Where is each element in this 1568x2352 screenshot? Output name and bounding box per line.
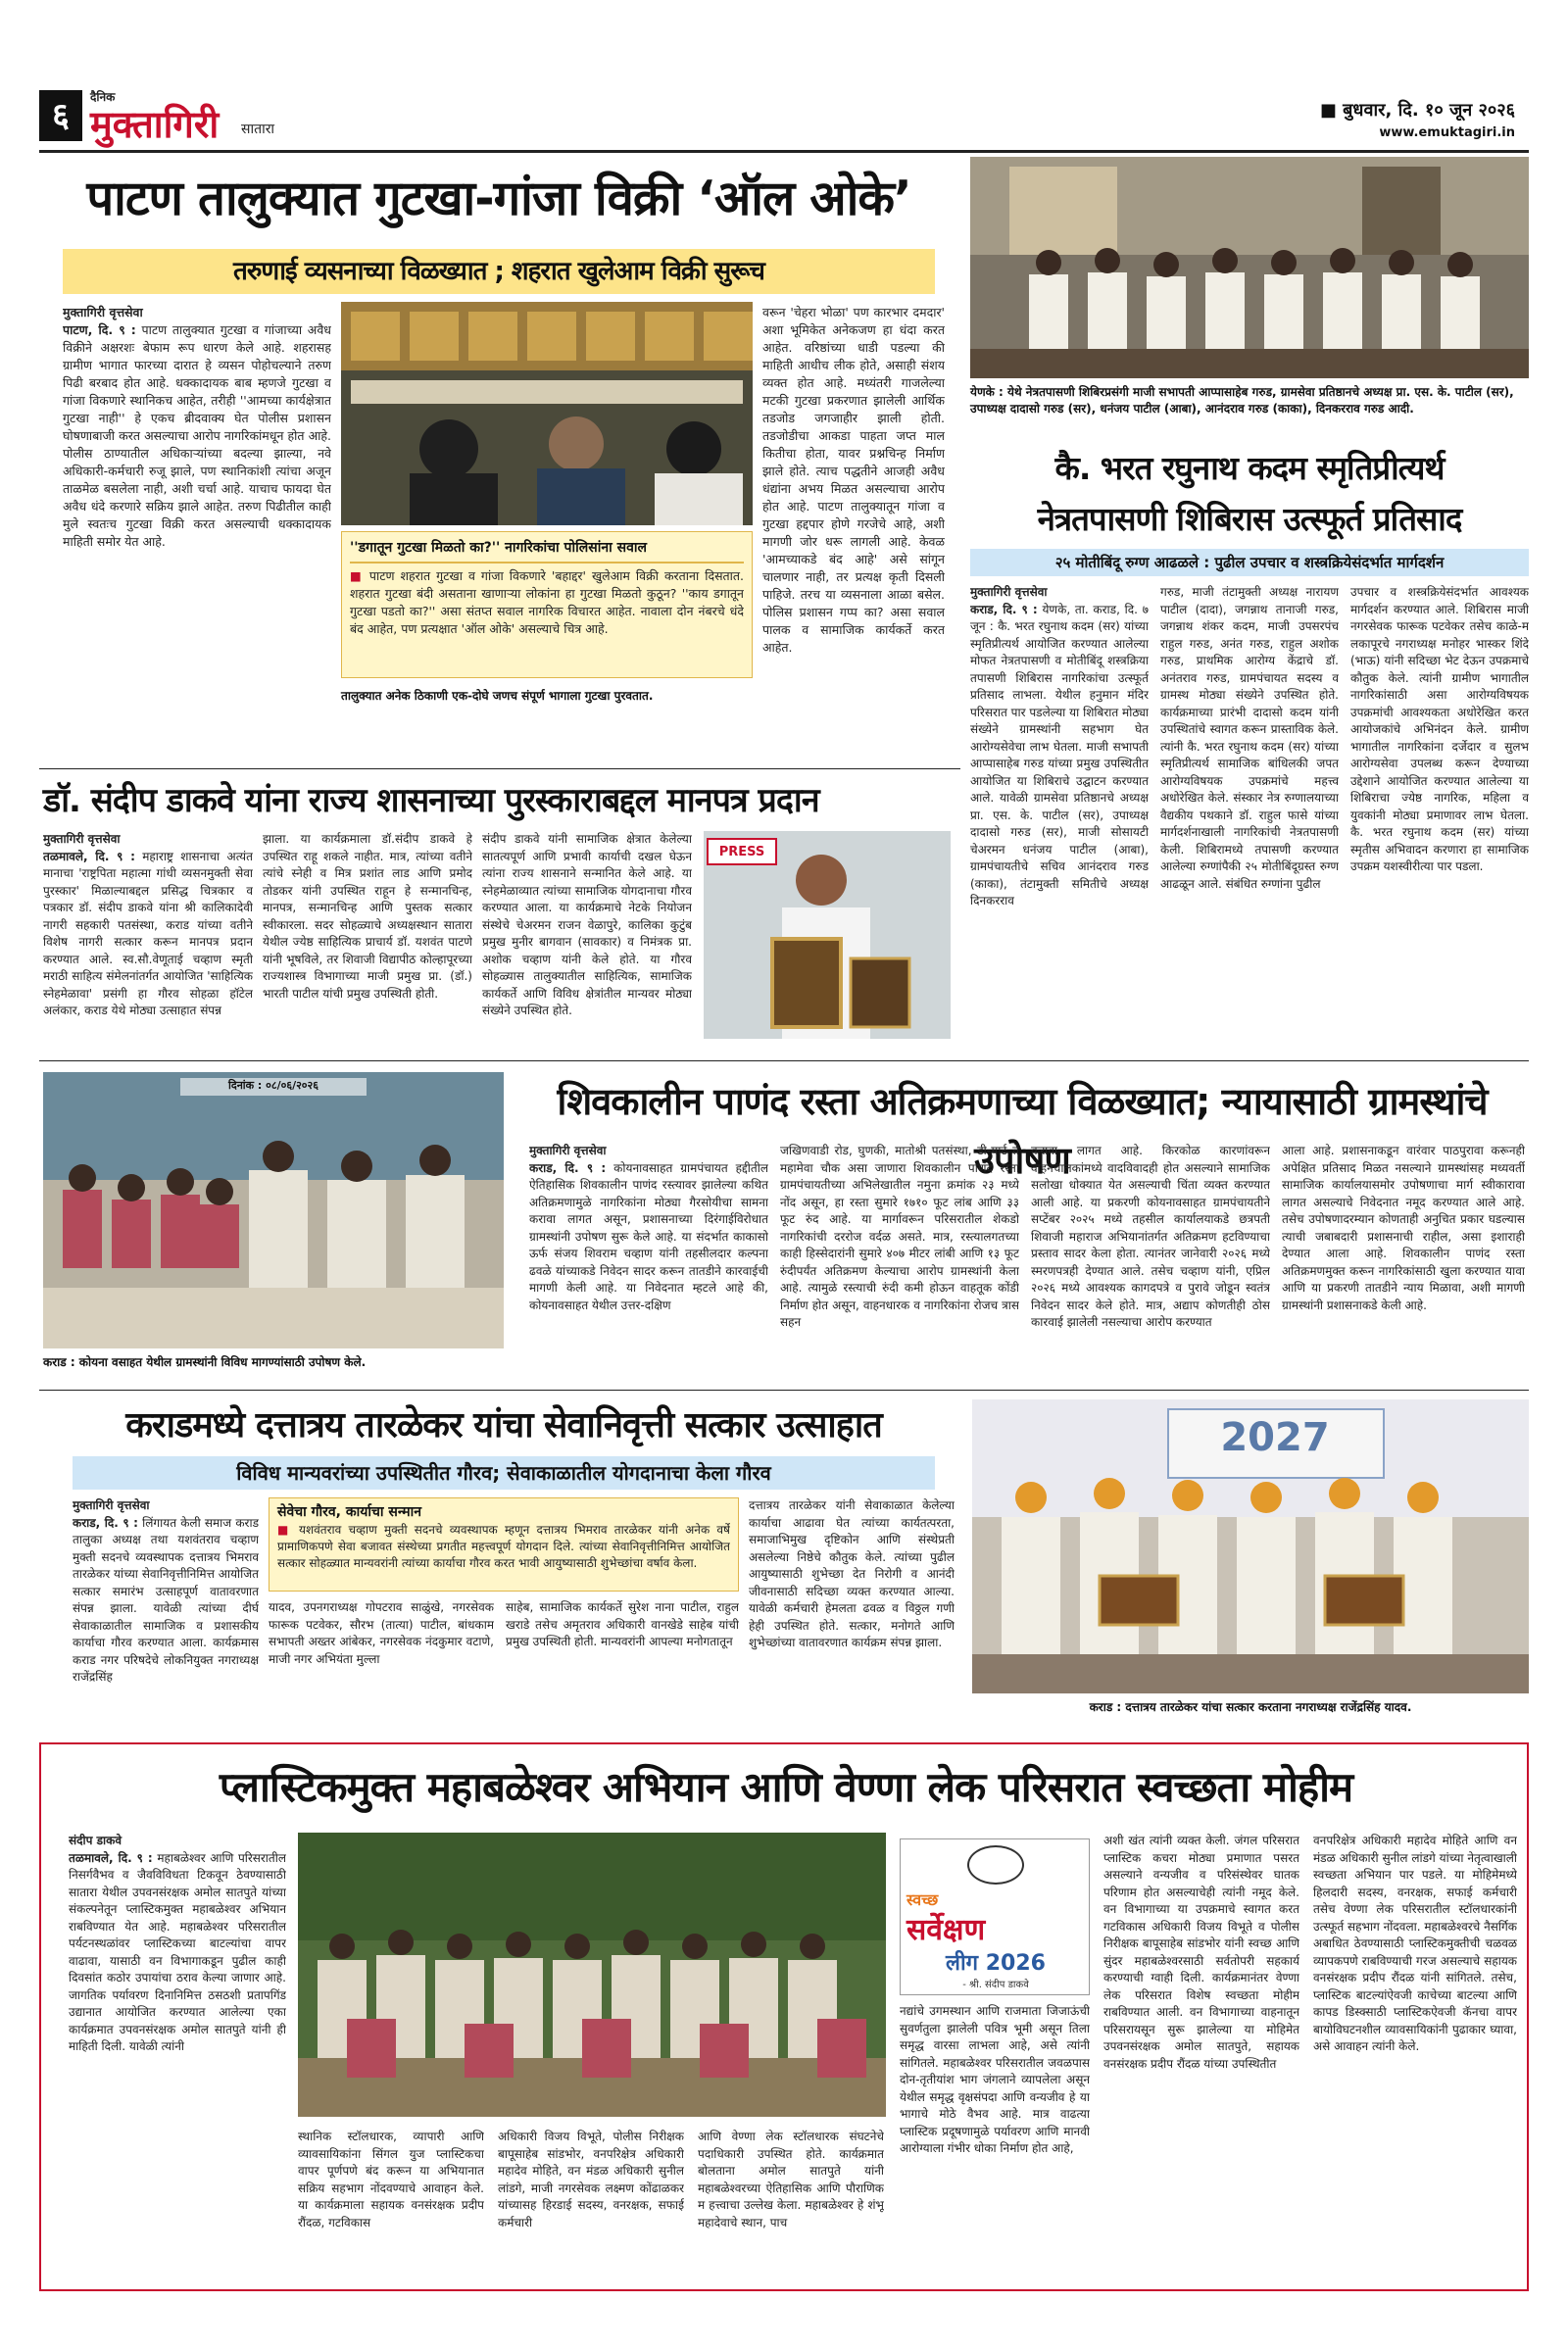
- photo-cleanup-group: [298, 1833, 886, 2117]
- pullquote-box: [269, 1497, 739, 1592]
- press-label: PRESS: [718, 845, 765, 859]
- photo-caption: येणके : येथे नेत्रतपासणी शिबिरप्रसंगी माजी सभापती आप्पासाहेब गरुड, ग्रामसेवा प्रतिष्ठानचे अध्यक्ष प्रा. एस. के. पाटील (सर), उपाध्यक्ष दादासो गरुड (सर), धनंजय पाटील (आबा), आनंदराव गरुड (काका), दिनकरराव गरुड आदी.: [970, 385, 1514, 416]
- square-bullet-icon: ■: [350, 568, 369, 583]
- square-bullet-icon: ■: [277, 1523, 299, 1537]
- dateline: कराड, दि. ९ :: [73, 1515, 138, 1530]
- logo-sub-text: लीग 2026: [946, 1951, 1046, 1976]
- column-1: [73, 1497, 259, 1721]
- body-text: कोयनावसाहत ग्रामपंचायत हद्दीतील ऐतिहासिक शिवकालीन पाणंद रस्त्यावर झालेल्या कथित अतिक्रमणामुळे नागरिकांना मोठ्या गैरसोयीचा सामना करावा लागत असून, प्रशासनाच्या दिरंगाईविरोधात ग्रामस्थांनी उपोषण सुरू केले आहे. या संदर्भात काकासो ऊर्फ संजय शिवराम चव्हाण यांनी तहसीलदार कल्पना ढवळे यांच्याकडे निवेदन सादर करून तातडीने कारवाईची मागणी केली आहे. या निवेदनात म्हटले आहे की, कोयनावसाहत येथील उत्तर-दक्षिण: [529, 1160, 768, 1312]
- logo-top-text: स्वच्छ: [906, 1890, 939, 1909]
- divider: [39, 768, 960, 769]
- column-1: [970, 584, 1149, 1035]
- story-road-encroachment: [43, 1072, 1529, 1382]
- story-plastic-free: [39, 1742, 1529, 2291]
- subheadline: विविध मान्यवरांच्या उपस्थितीत गौरव; सेवाकाळातील योगदानाचा केला गौरव: [236, 1461, 771, 1485]
- subheadline-band: [73, 1456, 935, 1490]
- logo-prefix: दैनिक: [90, 90, 116, 104]
- headline: डॉ. संदीप डाकवे यांना राज्य शासनाच्या पुरस्काराबद्दल मानपत्र प्रदान: [43, 781, 819, 820]
- headline-line-2: नेत्रतपासणी शिबिरास उत्स्फूर्त प्रतिसाद: [1037, 500, 1462, 538]
- column-4: आणि वेण्णा लेक स्टॉलधारक संघटनेचे पदाधिकारी उपस्थित होते. कार्यक्रमात बोलताना अमोल सातपुते यांनी महाबळेश्वरच्या ऐतिहासिक आणि पौराणिक म हत्त्वाचा उल्लेख केला. महाबळेश्वर हे शंभू महादेवाचे स्थान, पाच: [698, 2130, 884, 2230]
- pullquote-body: पाटण शहरात गुटखा व गांजा विकणारे 'बहाद्दर' खुलेआम विक्री करताना दिसतात. शहरात गुटखा बंदी असताना खाणाऱ्या लोकांना हा गुटखा मिळतो कुठून? ''काय डगातून गुटखा पडतो का?'' असा संतप्त सवाल नागरिक विचारत आहेत. नावाला दोन नंबरचे धंदे बंद आहेत, पण प्रत्यक्षात 'ऑल ओके' असल्याचे चित्र आहे.: [350, 568, 744, 636]
- column-7: वनपरिक्षेत्र अधिकारी महादेव मोहिते आणि वन मंडळ अधिकारी सुनील लांडगे यांच्या नेतृत्वाखाली स्वच्छता अभियान पार पडले. या मोहिमेमध्ये हिलदारी सदस्य, वनरक्षक, सफाई कर्मचारी तसेच वेण्णा लेक परिसरातील स्टॉलधारकांनी उत्स्फूर्त सहभाग नोंदवला. महाबळेश्वरचे नैसर्गिक अबाधित ठेवण्यासाठी प्लास्टिकमुक्तीची चळवळ व्यापकपणे राबविण्याची गरज असल्याचे सहायक वनसंरक्षक प्रदीप रौंदळ यांनी सांगितले. तसेच, प्लास्टिक बाटल्यांऐवजी काचेच्या बाटल्या आणि कापड डिस्क्साठी प्लास्टिकऐवजी कॅनचा वापर बायोविघटनशील व्यावसायिकांनी पुढाकार घ्यावा, असे आवाहन त्यांनी केले.: [1313, 1834, 1517, 2053]
- photo-hunger-strike: [43, 1072, 504, 1348]
- dateline: तळमावले, दि. ९ :: [69, 1850, 153, 1865]
- column-1: [69, 1833, 286, 2283]
- body-text: येणके, ता. कराड, दि. ७ जून : कै. भरत रघुनाथ कदम (सर) यांच्या स्मृतिप्रीत्यर्थ आयोजित करण्यात आलेल्या मोफत नेत्रतपासणी व मोतीबिंदू शस्त्रक्रिया तपासणी शिबिरास नागरिकांचा उत्स्फूर्त प्रतिसाद लाभला. येथील हनुमान मंदिर परिसरात पार पडलेल्या या शिबिरात मोठ्या संख्येने ग्रामस्थांनी सहभाग घेत आरोग्यसेवेचा लाभ घेतला. माजी सभापती आप्पासाहेब गरुड यांच्या प्रमुख उपस्थितीत आयोजित या शिबिराचे उद्घाटन करण्यात आले. यावेळी ग्रामसेवा प्रतिष्ठानचे अध्यक्ष प्रा. एस. के. पाटील (सर), उपाध्यक्ष दादासो गरुड (सर), माजी सोसायटी चेअरमन धनंजय पाटील (आबा), ग्रामपंचायतीचे सचिव आनंदराव गरुड (काका), तंटामुक्ती समितीचे अध्यक्ष दिनकरराव: [970, 602, 1149, 907]
- pullquote-title: ''डगातून गुटखा मिळतो का?'' नागरिकांचा पोलिसांना सवाल: [350, 540, 647, 556]
- headline: शिवकालीन पाणंद रस्ता अतिक्रमणाच्या विळख्यात; न्यायासाठी ग्रामस्थांचे उपोषण: [557, 1080, 1488, 1182]
- issue-date: ■ बुधवार, दि. १० जून २०२६: [1319, 100, 1515, 121]
- headline: प्लास्टिकमुक्त महाबळेश्वर अभियान आणि वेण्णा लेक परिसरात स्वच्छता मोहीम: [219, 1763, 1353, 1811]
- byline: संदीप डाकवे: [69, 1834, 122, 1847]
- dateline: कराड, दि. ९ :: [970, 602, 1038, 616]
- story-retirement: [43, 1399, 1529, 1725]
- photo-felicitation: [972, 1399, 1529, 1693]
- subheadline: २५ मोतीबिंदू रुग्ण आढळले : पुढील उपचार व शस्त्रक्रियेसंदर्भात मार्गदर्शन: [1054, 554, 1445, 571]
- body-text: महाराष्ट्र शासनाचा अत्यंत मानाचा 'राष्ट्रपिता महात्मा गांधी व्यसनमुक्ती सेवा पुरस्कार' मिळाल्याबद्दल प्रसिद्ध चित्रकार व पत्रकार डॉ. संदीप डाकवे यांना श्री कालिकादेवी नागरी सहकारी पतसंस्था, कराड यांच्या वतीने विशेष नागरी सत्कार करून मानपत्र प्रदान करण्यात आले. स्व.सौ.वेणूताई चव्हाण स्मृती मराठी साहित्य संमेलनांतर्गत आयोजित 'साहित्यिक स्नेहमेळावा' प्रसंगी हा गौरव सोहळा हॉटेल अलंकार, कराड येथे मोठ्या उत्साहात संपन्न: [43, 849, 253, 1017]
- swachh-survekshan-logo: [900, 1838, 1090, 1995]
- byline: मुक्तागिरी वृत्तसेवा: [73, 1498, 150, 1512]
- gandhi-glasses-icon: [967, 1845, 1024, 1885]
- column-3: अधिकारी विजय विभूते, पोलीस निरीक्षक बापूसाहेब सांडभोर, वनपरिक्षेत्र अधिकारी महादेव मोहिते, वन मंडळ अधिकारी सुनील लांडगे, माजी नगरसेवक लक्ष्मण कोंढाळकर यांच्यासह हिरडाई सदस्य, वनरक्षक, सफाई कर्मचारी: [498, 2130, 684, 2230]
- column-2: गरुड, माजी तंटामुक्ती अध्यक्ष नारायण पाटील (दादा), जगन्नाथ तानाजी गरुड, जगन्नाथ शंकर कदम, माजी उपसरपंच राहुल गरुड, अनंत गरुड, राहुल अशोक गरुड, प्राथमिक आरोग्य केंद्राचे डॉ. अनंतराव गरुड, ग्रामपंचायत सदस्य व ग्रामस्थ मोठ्या संख्येने उपस्थित होते. कार्यक्रमाच्या प्रारंभी दादासो कदम यांनी उपस्थितांचे स्वागत करून प्रास्ताविक केले. त्यांनी कै. भरत रघुनाथ कदम (सर) यांच्या स्मृतिप्रीत्यर्थ सामाजिक बांधिलकी जपत आरोग्यविषयक उपक्रमांचे महत्त्व अधोरेखित केले. संस्कार नेत्र रुग्णालयाच्या वैद्यकीय पथकाने डॉ. राहुल फासे यांच्या मार्गदर्शनाखाली नागरिकांची नेत्रतपासणी केली. शिबिरामध्ये तपासणी करण्यात आलेल्या रुग्णांपैकी २५ मोतीबिंदूग्रस्त रुग्ण आढळून आले. संबंधित रुग्णांना पुढील: [1160, 585, 1339, 891]
- column-3: वरून 'चेहरा भोळा' पण कारभार दमदार' अशा भूमिकेत अनेकजण हा धंदा करत आहेत. वरिष्ठांच्या धाडी पडल्या की माहिती आधीच लीक होते, असाही संशय व्यक्त होत आहे. मध्यंतरी गाजलेल्या मटकी गुटखा प्रकरणात झालेली आर्थिक तडजोड जगजाहीर झाली होती. तडजोडीचा आकडा पाहता जप्त माल कितीचा होता, यावर प्रश्नचिन्ह निर्माण झाले होते. त्याच पद्धतीने आजही अवैध धंद्यांना अभय मिळत असल्याचा आरोप होत आहे. पाटण तालुक्यातून गांजा व गुटखा हद्दपार होणे गरजेचे आहे, अशी मागणी जोर धरू लागली आहे. केवळ 'आमच्याकडे बंद आहे' असे सांगून चालणार नाही, तर प्रत्यक्ष कृती दिसली पाहिजे. तरच या व्यसनाला आळा बसेल. पोलिस प्रशासन गप्प का? असा सवाल पालक व सामाजिक कार्यकर्ते करत आहेत.: [762, 305, 945, 655]
- column-2: यादव, उपनगराध्यक्ष गोपटराव साळुंखे, नगरसेवक फारूक पटवेकर, सौरभ (तात्या) पाटील, बांधकाम सभापती अख्तर आंबेकर, नगरसेवक नंदकुमार वटाणे, माजी नगर अभियंता मुल्ला: [269, 1600, 494, 1666]
- column-1: [43, 831, 253, 1047]
- story-gutkha: [43, 165, 955, 764]
- column-6: अशी खंत त्यांनी व्यक्त केली. जंगल परिसरात प्लास्टिक कचरा मोठ्या प्रमाणात पसरत असल्याने वन्यजीव व परिसंस्थेवर घातक परिणाम होत असल्याचेही त्यांनी नमूद केले. वन विभागाच्या या उपक्रमाचे स्वागत करत गटविकास अधिकारी विजय विभूते व पोलीस निरीक्षक बापूसाहेब सांडभोर यांनी स्वच्छ आणि सुंदर महाबळेश्वरसाठी सर्वतोपरी सहकार्य करण्याची ग्वाही दिली. कार्यक्रमानंतर वेण्णा लेक परिसरात विशेष स्वच्छता मोहीम राबविण्यात आली. वन विभागाच्या वाहनातून परिसरायसून सुरू झालेल्या या मोहिमेत उपवनसंरक्षक अमोल सातपुते, सहायक वनसंरक्षक प्रदीप रौंदळ यांच्या उपस्थितीत: [1103, 1834, 1299, 2071]
- photo-caption: तालुक्यात अनेक ठिकाणी एक-दोघे जणच संपूर्ण भागाला गुटखा पुरवतात.: [341, 689, 654, 703]
- pullquote-body: यशवंतराव चव्हाण मुक्ती सदनचे व्यवस्थापक म्हणून दत्तात्रय भिमराव तारळेकर यांनी अनेक वर्षे प्रामाणिकपणे सेवा बजावत संस्थेच्या प्रगतीत महत्त्वपूर्ण योगदान दिले. त्यांच्या सेवानिवृत्तीनिमित्त आयोजित सत्कार सोहळ्यात मान्यवरांनी त्यांच्या कार्याचा गौरव करत भावी आयुष्यासाठी शुभेच्छांचा वर्षाव केला.: [277, 1523, 730, 1570]
- column-2: झाला. या कार्यक्रमाला डॉ.संदीप डाकवे हे उपस्थित राहू शकले नाहीत. मात्र, त्यांच्या वतीने त्यांचे स्नेही व मित्र प्रशांत लाड आणि प्रमोद तोडकर यांनी उपस्थित राहून हे सन्मानचिन्ह, मानपत्र, सन्मानचिन्ह आणि पुस्तक सत्कार स्वीकारला. सदर सोहळ्याचे अध्यक्षस्थान सातारा येथील ज्येष्ठ साहित्यिक प्राचार्य डॉ. यशवंत पाटणे यांनी भूषविले, तर शिवाजी विद्यापीठ कोल्हापूरच्या राज्यशास्त्र विभागाच्या माजी प्रमुख प्रा. (डॉ.) भारती पाटील यांची प्रमुख उपस्थिती होती.: [263, 832, 472, 1001]
- dateline: कराड, दि. ९ :: [529, 1160, 607, 1175]
- column-1: [529, 1143, 768, 1378]
- column-4: आला आहे. प्रशासनाकडून वारंवार पाठपुरावा करूनही अपेक्षित प्रतिसाद मिळत नसल्याने ग्रामस्थांसह मध्यवर्ती सामाजिक कार्यालयासमोर उपोषणाचा मार्ग स्वीकारावा लागत असल्याचे निवेदनात नमूद करण्यात आले आहे. तसेच उपोषणादरम्यान कोणताही अनुचित प्रकार घडल्यास त्याची जबाबदारी प्रशासनाची राहील, असा इशाराही देण्यात आला आहे. शिवकालीन पाणंद रस्ता अतिक्रमणमुक्त करून नागरिकांसाठी खुला करण्यात यावा आणि या प्रकरणी तातडीने न्याय मिळावा, अशी मागणी ग्रामस्थांनी प्रशासनाकडे केली आहे.: [1282, 1144, 1525, 1312]
- divider: [39, 1060, 1529, 1061]
- dateline: तळमावले, दि. ९ :: [43, 849, 135, 863]
- column-3: करावा लागत आहे. किरकोळ कारणांवरून वाहनचालकांमध्ये वादविवादही होत असल्याने सामाजिक सलोखा धोक्यात येत असल्याची चिंता व्यक्त करण्यात आली आहे. या प्रकरणी कोयनावसाहत ग्रामपंचायतीने सप्टेंबर २०२५ मध्ये तहसील कार्यालयाकडे छत्रपती शिवाजी महाराज अभियानांतर्गत अतिक्रमण हटविण्याचा प्रस्ताव सादर केला होता. त्यानंतर जानेवारी २०२६ मध्ये स्मरणपत्रही देण्यात आले. तसेच चव्हाण यांनी, एप्रिल २०२६ मध्ये आवश्यक कागदपत्रे व पुरावे जोडून स्वतंत्र निवेदन सादर केले होते. मात्र, अद्याप कोणतीही ठोस कारवाई झालेली नसल्याचा आरोप करण्यात: [1031, 1144, 1270, 1329]
- divider: [39, 1390, 1529, 1391]
- page-number: ६: [39, 90, 82, 141]
- logo-credit: - श्री. संदीप डाकवे: [962, 1980, 1029, 1990]
- story-eye-camp: [970, 157, 1529, 1039]
- pullquote-box: [341, 531, 753, 678]
- pullquote-text: [277, 1522, 730, 1572]
- logo-city: सातारा: [241, 122, 275, 137]
- photo-caption: कराड : कोयना वसाहत येथील ग्रामस्थांनी विविध मागण्यांसाठी उपोषण केले.: [43, 1355, 367, 1369]
- byline: मुक्तागिरी वृत्तसेवा: [43, 832, 121, 846]
- pullquote-text: [350, 567, 744, 638]
- dateline: पाटण, दि. ९ :: [63, 322, 136, 337]
- headline-line-1: कै. भरत रघुनाथ कदम स्मृतिप्रीत्यर्थ: [1054, 449, 1445, 487]
- byline: मुक्तागिरी वृत्तसेवा: [63, 305, 143, 319]
- website-link[interactable]: www.emuktagiri.in: [1379, 125, 1515, 140]
- column-4: दत्तात्रय तारळेकर यांनी सेवाकाळात केलेल्या कार्याचा आढावा घेत त्यांच्या कार्यतत्परता, समाजाभिमुख दृष्टिकोन आणि संस्थेप्रती असलेल्या निष्ठेचे कौतुक केले. त्यांच्या पुढील आयुष्यासाठी शुभेच्छा देत निरोगी व आनंदी जीवनासाठी सदिच्छा व्यक्त करण्यात आल्या. यावेळी कर्मचारी हेमलता ढवळ व विठ्ठल गणी हेही उपस्थित होते. सत्कार, मनोगते आणि शुभेच्छांच्या वातावरणात कार्यक्रम संपन्न झाला.: [749, 1498, 955, 1649]
- column-2: स्थानिक स्टॉलधारक, व्यापारी आणि व्यावसायिकांना सिंगल युज प्लास्टिकचा वापर पूर्णपणे बंद करून या अभियानात सक्रिय सहभाग नोंदवण्याचे आवाहन केले. या कार्यक्रमाला सहायक वनसंरक्षक प्रदीप रौंदळ, गटविकास: [298, 2130, 484, 2230]
- column-1: [63, 304, 331, 755]
- byline: मुक्तागिरी वृत्तसेवा: [970, 585, 1048, 599]
- column-3: साहेब, सामाजिक कार्यकर्ते सुरेश नाना पाटील, राहुल खराडे तसेच अमृतराव अधिकारी वानखेडे साहेब यांची प्रमुख उपस्थिती होती. मान्यवरांनी आपल्या मनोगतातून: [506, 1600, 739, 1648]
- subheadline-band: [63, 249, 935, 294]
- body-text: लिंगायत केली समाज कराड तालुका अध्यक्ष तथा यशवंतराव चव्हाण मुक्ती सदनचे व्यवस्थापक दत्तात्रय भिमराव तारळेकर यांच्या सेवानिवृत्तीनिमित्त आयोजित सत्कार समारंभ उत्साहपूर्ण वातावरणात संपन्न झाला. यावेळी त्यांच्या दीर्घ सेवाकाळातील सामाजिक व प्रशासकीय कार्याचा गौरव करण्यात आला. कार्यक्रमास कराड नगर परिषदेचे लोकनियुक्त नगराध्यक्ष राजेंद्रसिंह: [73, 1515, 259, 1684]
- photo-caption: कराड : दत्तात्रय तारळेकर यांचा सत्कार करताना नगराध्यक्ष राजेंद्रसिंह यादव.: [1089, 1700, 1412, 1714]
- column-3: उपचार व शस्त्रक्रियेसंदर्भात आवश्यक मार्गदर्शन करण्यात आले. शिबिरास माजी नगरसेवक फारूक पटवेकर तसेच काळे-म लकापूरचे नगराध्यक्ष मनोहर भास्कर शिंदे (भाऊ) यांनी सदिच्छा भेट देऊन उपक्रमाचे कौतुक केले. त्यांनी ग्रामीण भागातील नागरिकांसाठी असा आरोग्यविषयक उपक्रमांची आवश्यकता अधोरेखित करत आयोजकांचे अभिनंदन केले. ग्रामीण भागातील नागरिकांना दर्जेदार व सुलभ आरोग्यसेवा उपलब्ध करून देण्याच्या उद्देशाने आयोजित करण्यात आलेल्या या शिबिराचा ज्येष्ठ नागरिक, महिला व युवकांनी मोठ्या प्रमाणावर लाभ घेतला. कै. भरत रघुनाथ कदम (सर) यांच्या स्मृतीस अभिवादन करणारा हा सामाजिक उपक्रम यशस्वीरीत्या पार पडला.: [1350, 585, 1529, 873]
- masthead: [39, 86, 1529, 153]
- column-2: जखिणवाडी रोड, घुणकी, मातोश्री पतसंस्था, डी-मार्ट ते महामेवा चौक असा जाणारा शिवकालीन पाणंद रस्ता ग्रामपंचायतीच्या अभिलेखातील नमुना क्रमांक २३ मध्ये नोंद असून, हा रस्ता सुमारे १७१० फूट लांब आणि ३३ फूट रुंद आहे. या मार्गावरून परिसरातील शेकडो नागरिकांची दररोज वर्दळ असते. मात्र, रस्त्यालगतच्या काही हिस्सेदारांनी सुमारे ४०७ मीटर लांबी आणि १३ फूट रुंदीपर्यंत अतिक्रमण केल्याचा आरोप ग्रामस्थांनी केला आहे. त्यामुळे रस्त्याची रुंदी कमी होऊन वाहतूक कोंडी निर्माण होत असून, वाहनधारक व नागरिकांना रोजच त्रास सहन: [780, 1144, 1019, 1329]
- body-text: महाबळेश्वर आणि परिसरातील निसर्गवैभव व जैवविविधता टिकवून ठेवण्यासाठी सातारा येथील उपवनसंरक्षक अमोल सातपुते यांच्या संकल्पनेतून प्लास्टिकमुक्त महाबळेश्वर अभियान राबविण्यात येत आहे. महाबळेश्वर परिसरातील पर्यटनस्थळांवर प्लास्टिकच्या बाटल्यांचा वापर वाढावा, यासाठी वन विभागाकडून पुढील काही दिवसांत कठोर उपायांचा ठराव केल्या जाणार आहे. जागतिक पर्यावरण दिनानिमित्त ठसठशी प्रतापगिंड उद्यानात आयोजित करण्यात आलेल्या एका कार्यक्रमात उपवनसंरक्षक अमोल सातपुते यांनी ही माहिती दिली. यावेळी त्यांनी: [69, 1850, 286, 2053]
- banner-year: 2027: [1220, 1415, 1330, 1460]
- photo-award-holder: [704, 831, 951, 1039]
- photo-eye-camp-group: [970, 157, 1529, 378]
- byline: मुक्तागिरी वृत्तसेवा: [529, 1144, 607, 1157]
- column-5: नद्यांचे उगमस्थान आणि राजमाता जिजाऊंची सुवर्णतुला झालेली पवित्र भूमी असून तिला समृद्ध वारसा लाभला आहे, असे त्यांनी सांगितले. महाबळेश्वर परिसरातील जवळपास दोन-तृतीयांश भाग जंगलाने व्यापलेला असून येथील समृद्ध वृक्षसंपदा आणि वन्यजीव हे या भागाचे मोठे वैभव आहे. मात्र वाढत्या प्लास्टिक प्रदूषणामुळे पर्यावरण आणि मानवी आरोग्याला गंभीर धोका निर्माण होत आहे,: [900, 2004, 1090, 2155]
- logo-main-text: सर्वेक्षण: [906, 1913, 986, 1947]
- headline: पाटण तालुक्यात गुटखा-गांजा विक्री ‘ऑल ओके’: [86, 171, 911, 226]
- story-dakve-award: [43, 776, 955, 1051]
- logo: मुक्तागिरी: [90, 102, 220, 146]
- headline: कराडमध्ये दत्तात्रय तारळेकर यांचा सेवानिवृत्ती सत्कार उत्साहात: [125, 1405, 882, 1446]
- column-3: संदीप डाकवे यांनी सामाजिक क्षेत्रात केलेल्या सातत्यपूर्ण आणि प्रभावी कार्याची दखल घेऊन त्यांना राज्य शासनाने सन्मानित केले आहे. या स्नेहमेळाव्यात त्यांच्या सामाजिक योगदानाचा गौरव करण्यात आला. या कार्यक्रमाचे नेटके नियोजन संस्थेचे चेअरमन राजन वेळापुरे, कालिका कुटुंब प्रमुख मुनीर बागवान (सावकार) व निमंत्रक प्रा. अशोक चव्हाण यांनी केले होते. या गौरव सोहळ्यास तालुक्यातील साहित्यिक, सामाजिक कार्यकर्ते आणि विविध क्षेत्रांतील मान्यवर मोठ्या संख्येने उपस्थित होते.: [482, 832, 692, 1017]
- body-text: पाटण तालुक्यात गुटखा व गांजाच्या अवैध विक्रीने अक्षरशः बेफाम रूप धारण केले आहे. शहरासह ग्रामीण भागात फारच्या दारात हे व्यसन पोहोचल्याने तरुण पिढी बरबाद होत आहे. धक्कादायक बाब म्हणजे गुटखा व गांजा विकणारे स्थानिकच आहेत, तरीही ''आमच्या कार्यक्षेत्रात गुटखा नाही'' हे एकच ब्रीदवाक्य घेत पोलीस प्रशासन घोषणाबाजी करत असल्याचा आरोप नागरिकांमधून होत आहे. पोलीस ठाण्यातील अधिकाऱ्यांच्या बदल्या झाल्या, नवे अधिकारी-कर्मचारी रुजू झाले, पण स्थानिकांशी त्यांचा अजून ताळमेळ बसलेला नाही, अशी चर्चा आहे. याचाच फायदा घेत अवैध धंदे करणारे सक्रिय झाले आहेत. तरुण पिढीतील काही मुले स्वतःच गुटखा विक्री करत असल्याची धक्कादायक माहिती समोर येत आहे.: [63, 322, 331, 549]
- subheadline: तरुणाई व्यसनाच्या विळख्यात ; शहरात खुलेआम विक्री सुरूच: [233, 257, 764, 286]
- pullquote-title: सेवेचा गौरव, कार्याचा सन्मान: [277, 1504, 422, 1520]
- divider: [350, 562, 744, 564]
- subheadline-band: [970, 549, 1529, 576]
- photo-shop-counter: [341, 302, 753, 525]
- photo-date-stamp: दिनांक : ०८/०६/२०२६: [180, 1078, 367, 1096]
